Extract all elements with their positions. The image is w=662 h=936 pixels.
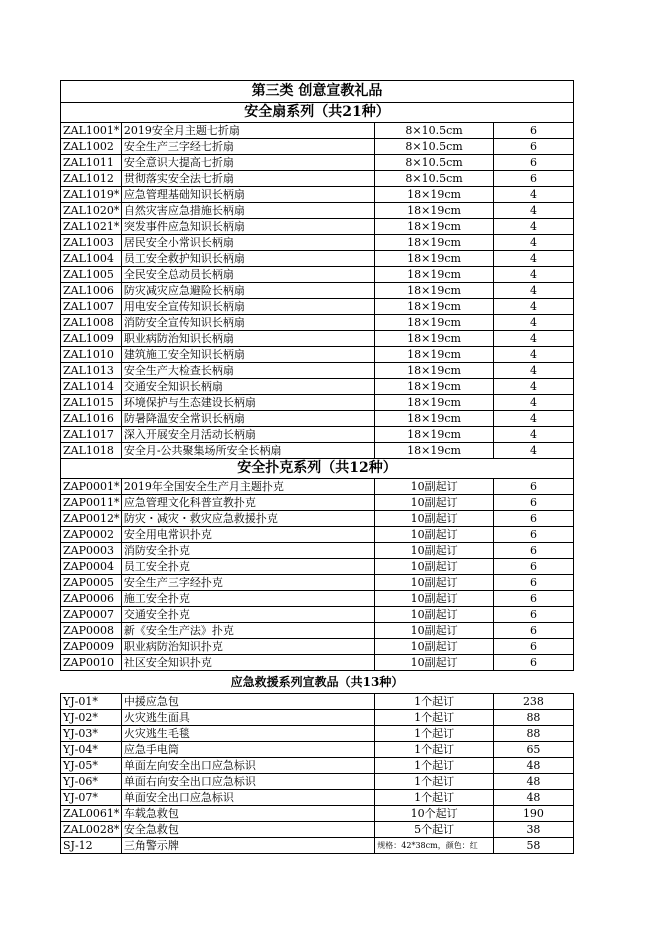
item-qty-cell: 4	[493, 379, 573, 395]
table-row	[61, 559, 574, 575]
item-name-cell: 单面右向安全出口应急标识	[121, 774, 374, 790]
table-row	[61, 591, 574, 607]
table-row	[61, 363, 574, 379]
item-spec-cell: 18×19cm	[375, 251, 494, 267]
item-code-cell: ZAL1021*	[61, 219, 122, 235]
item-name-cell: 新《安全生产法》扑克	[121, 623, 374, 639]
item-qty-cell: 38	[493, 822, 573, 838]
item-spec-cell: 1个起订	[375, 758, 494, 774]
table-row	[61, 395, 574, 411]
item-qty-cell: 4	[493, 411, 573, 427]
item-qty-cell: 4	[493, 331, 573, 347]
item-spec-cell: 1个起订	[375, 742, 494, 758]
item-code-cell: ZAL1014	[61, 379, 122, 395]
item-spec-cell: 18×19cm	[375, 427, 494, 443]
item-name-cell: 突发事件应急知识长柄扇	[121, 219, 374, 235]
table-row	[61, 283, 574, 299]
item-name-cell: 2019年全国安全生产月主题扑克	[121, 479, 374, 495]
item-qty-cell: 4	[493, 363, 573, 379]
item-name-cell: 建筑施工安全知识长柄扇	[121, 347, 374, 363]
catalog-table-emergency	[60, 693, 574, 854]
item-qty-cell: 4	[493, 203, 573, 219]
item-code-cell: ZAL1016	[61, 411, 122, 427]
item-qty-cell: 6	[493, 495, 573, 511]
item-qty-cell: 4	[493, 395, 573, 411]
item-name-cell: 车载急救包	[121, 806, 374, 822]
item-code-cell: ZAP0002	[61, 527, 122, 543]
section-heading-row	[61, 459, 574, 479]
item-name-cell: 环境保护与生态建设长柄扇	[121, 395, 374, 411]
item-code-cell: ZAP0009	[61, 639, 122, 655]
item-spec-cell: 1个起订	[375, 726, 494, 742]
item-qty-cell: 4	[493, 347, 573, 363]
item-code-cell: SJ-12	[61, 838, 122, 854]
table-row	[61, 806, 574, 822]
item-qty-cell: 4	[493, 283, 573, 299]
section-heading: 安全扑克系列（共12种）	[61, 459, 574, 479]
item-code-cell: ZAL1006	[61, 283, 122, 299]
item-spec-cell: 5个起订	[375, 822, 494, 838]
table-row	[61, 639, 574, 655]
item-code-cell: ZAL1020*	[61, 203, 122, 219]
item-name-cell: 2019安全月主题七折扇	[121, 123, 374, 139]
table-row	[61, 411, 574, 427]
item-qty-cell: 4	[493, 315, 573, 331]
item-name-cell: 职业病防治知识扑克	[121, 639, 374, 655]
item-code-cell: ZAL1011	[61, 155, 122, 171]
item-spec-cell: 10副起订	[375, 495, 494, 511]
item-name-cell: 应急手电筒	[121, 742, 374, 758]
item-spec-cell: 10个起订	[375, 806, 494, 822]
table-row	[61, 726, 574, 742]
item-qty-cell: 6	[493, 479, 573, 495]
table-row	[61, 427, 574, 443]
table-row	[61, 607, 574, 623]
item-name-cell: 用电安全宣传知识长柄扇	[121, 299, 374, 315]
item-name-cell: 员工安全扑克	[121, 559, 374, 575]
item-code-cell: ZAP0012*	[61, 511, 122, 527]
item-name-cell: 施工安全扑克	[121, 591, 374, 607]
item-code-cell: ZAP0006	[61, 591, 122, 607]
item-name-cell: 交通安全扑克	[121, 607, 374, 623]
table-row	[61, 331, 574, 347]
item-qty-cell: 6	[493, 543, 573, 559]
item-name-cell: 火灾逃生面具	[121, 710, 374, 726]
item-code-cell: ZAL1001*	[61, 123, 122, 139]
item-code-cell: ZAL1008	[61, 315, 122, 331]
table-row	[61, 623, 574, 639]
item-code-cell: ZAL1005	[61, 267, 122, 283]
item-name-cell: 深入开展安全月活动长柄扇	[121, 427, 374, 443]
item-spec-cell: 18×19cm	[375, 411, 494, 427]
item-qty-cell: 238	[493, 694, 573, 710]
table-row	[61, 235, 574, 251]
item-name-cell: 消防安全扑克	[121, 543, 374, 559]
table-row	[61, 790, 574, 806]
item-name-cell: 交通安全知识长柄扇	[121, 379, 374, 395]
item-name-cell: 安全急救包	[121, 822, 374, 838]
item-name-cell: 居民安全小常识长柄扇	[121, 235, 374, 251]
item-name-cell: 职业病防治知识长柄扇	[121, 331, 374, 347]
item-spec-cell: 10副起订	[375, 527, 494, 543]
item-spec-cell: 1个起订	[375, 774, 494, 790]
table-row	[61, 655, 574, 671]
item-spec-cell: 10副起订	[375, 511, 494, 527]
item-name-cell: 单面左向安全出口应急标识	[121, 758, 374, 774]
item-spec-cell: 8×10.5cm	[375, 139, 494, 155]
item-name-cell: 安全用电常识扑克	[121, 527, 374, 543]
item-spec-cell: 18×19cm	[375, 187, 494, 203]
item-code-cell: YJ-01*	[61, 694, 122, 710]
item-code-cell: ZAP0001*	[61, 479, 122, 495]
section-heading: 安全扇系列（共21种）	[61, 103, 574, 123]
table-row	[61, 479, 574, 495]
table-row	[61, 443, 574, 459]
item-qty-cell: 88	[493, 710, 573, 726]
item-spec-cell: 18×19cm	[375, 203, 494, 219]
table-row	[61, 710, 574, 726]
item-code-cell: ZAL1009	[61, 331, 122, 347]
item-name-cell: 三角警示牌	[121, 838, 374, 854]
item-spec-cell: 10副起订	[375, 655, 494, 671]
item-qty-cell: 4	[493, 251, 573, 267]
item-spec-cell: 18×19cm	[375, 347, 494, 363]
item-code-cell: YJ-05*	[61, 758, 122, 774]
item-qty-cell: 48	[493, 774, 573, 790]
title-row	[61, 81, 574, 103]
item-name-cell: 安全意识大提高七折扇	[121, 155, 374, 171]
item-code-cell: ZAL1019*	[61, 187, 122, 203]
item-qty-cell: 6	[493, 591, 573, 607]
item-spec-cell: 18×19cm	[375, 235, 494, 251]
item-qty-cell: 48	[493, 758, 573, 774]
item-spec-cell: 规格：42*38cm，颜色：红	[375, 838, 494, 854]
item-code-cell: YJ-06*	[61, 774, 122, 790]
item-qty-cell: 6	[493, 171, 573, 187]
item-code-cell: ZAL1010	[61, 347, 122, 363]
item-code-cell: ZAP0011*	[61, 495, 122, 511]
item-code-cell: ZAL1017	[61, 427, 122, 443]
table-row	[61, 203, 574, 219]
item-qty-cell: 190	[493, 806, 573, 822]
page-title: 第三类 创意宣教礼品	[61, 81, 574, 103]
table-row	[61, 123, 574, 139]
item-qty-cell: 6	[493, 607, 573, 623]
item-code-cell: ZAL1015	[61, 395, 122, 411]
item-qty-cell: 4	[493, 427, 573, 443]
table-row	[61, 511, 574, 527]
catalog-sheet	[60, 80, 574, 854]
item-name-cell: 防暑降温安全常识长柄扇	[121, 411, 374, 427]
table-row	[61, 527, 574, 543]
section-heading-row	[61, 103, 574, 123]
item-qty-cell: 6	[493, 623, 573, 639]
item-spec-cell: 1个起订	[375, 710, 494, 726]
item-spec-cell: 18×19cm	[375, 363, 494, 379]
item-qty-cell: 6	[493, 139, 573, 155]
table-row	[61, 575, 574, 591]
item-spec-cell: 18×19cm	[375, 395, 494, 411]
item-qty-cell: 6	[493, 559, 573, 575]
item-qty-cell: 48	[493, 790, 573, 806]
table-row	[61, 379, 574, 395]
item-code-cell: ZAP0005	[61, 575, 122, 591]
item-code-cell: ZAL1002	[61, 139, 122, 155]
item-qty-cell: 4	[493, 443, 573, 459]
item-spec-cell: 18×19cm	[375, 331, 494, 347]
item-name-cell: 应急管理基础知识长柄扇	[121, 187, 374, 203]
item-code-cell: ZAP0003	[61, 543, 122, 559]
item-name-cell: 安全生产三字经扑克	[121, 575, 374, 591]
item-name-cell: 全民安全总动员长柄扇	[121, 267, 374, 283]
item-qty-cell: 4	[493, 235, 573, 251]
item-name-cell: 中援应急包	[121, 694, 374, 710]
item-name-cell: 防灾・减灾・救灾应急救援扑克	[121, 511, 374, 527]
item-qty-cell: 4	[493, 299, 573, 315]
item-spec-cell: 10副起订	[375, 479, 494, 495]
table-row	[61, 139, 574, 155]
item-qty-cell: 65	[493, 742, 573, 758]
item-code-cell: ZAP0007	[61, 607, 122, 623]
item-spec-cell: 18×19cm	[375, 299, 494, 315]
item-name-cell: 火灾逃生毛毯	[121, 726, 374, 742]
table-row	[61, 495, 574, 511]
item-code-cell: YJ-07*	[61, 790, 122, 806]
table-row	[61, 822, 574, 838]
item-qty-cell: 6	[493, 655, 573, 671]
item-code-cell: ZAL1012	[61, 171, 122, 187]
table-row	[61, 267, 574, 283]
table-row	[61, 774, 574, 790]
item-name-cell: 自然灾害应急措施长柄扇	[121, 203, 374, 219]
item-qty-cell: 6	[493, 511, 573, 527]
item-spec-cell: 18×19cm	[375, 219, 494, 235]
item-spec-cell: 18×19cm	[375, 283, 494, 299]
item-code-cell: YJ-03*	[61, 726, 122, 742]
item-name-cell: 安全月-公共聚集场所安全长柄扇	[121, 443, 374, 459]
item-qty-cell: 6	[493, 639, 573, 655]
item-code-cell: ZAL1013	[61, 363, 122, 379]
item-spec-cell: 1个起订	[375, 790, 494, 806]
table-row	[61, 838, 574, 854]
section-heading-emergency: 应急救援系列宣教品（共13种）	[230, 675, 404, 689]
item-code-cell: ZAP0004	[61, 559, 122, 575]
item-qty-cell: 6	[493, 575, 573, 591]
table-row	[61, 187, 574, 203]
table-row	[61, 299, 574, 315]
item-code-cell: ZAL1007	[61, 299, 122, 315]
item-spec-cell: 18×19cm	[375, 443, 494, 459]
item-code-cell: ZAP0010	[61, 655, 122, 671]
item-spec-cell: 10副起订	[375, 607, 494, 623]
table-row	[61, 315, 574, 331]
item-qty-cell: 4	[493, 187, 573, 203]
item-name-cell: 员工安全救护知识长柄扇	[121, 251, 374, 267]
item-spec-cell: 10副起订	[375, 639, 494, 655]
item-spec-cell: 10副起订	[375, 591, 494, 607]
item-qty-cell: 6	[493, 155, 573, 171]
table-row	[61, 219, 574, 235]
item-qty-cell: 6	[493, 527, 573, 543]
item-spec-cell: 8×10.5cm	[375, 123, 494, 139]
item-qty-cell: 88	[493, 726, 573, 742]
item-code-cell: YJ-04*	[61, 742, 122, 758]
item-spec-cell: 18×19cm	[375, 379, 494, 395]
item-spec-cell: 1个起订	[375, 694, 494, 710]
item-code-cell: ZAL1004	[61, 251, 122, 267]
item-name-cell: 贯彻落实安全法七折扇	[121, 171, 374, 187]
item-qty-cell: 4	[493, 219, 573, 235]
item-name-cell: 单面安全出口应急标识	[121, 790, 374, 806]
item-name-cell: 社区安全知识扑克	[121, 655, 374, 671]
item-qty-cell: 4	[493, 267, 573, 283]
table-row	[61, 251, 574, 267]
table-row	[61, 742, 574, 758]
item-name-cell: 安全生产大检查长柄扇	[121, 363, 374, 379]
item-spec-cell: 10副起订	[375, 623, 494, 639]
item-spec-cell: 18×19cm	[375, 315, 494, 331]
item-code-cell: ZAL0061*	[61, 806, 122, 822]
item-name-cell: 防灾减灾应急避险长柄扇	[121, 283, 374, 299]
table-row	[61, 543, 574, 559]
item-code-cell: YJ-02*	[61, 710, 122, 726]
table-row	[61, 347, 574, 363]
item-spec-cell: 18×19cm	[375, 267, 494, 283]
item-spec-cell: 8×10.5cm	[375, 171, 494, 187]
item-code-cell: ZAL1018	[61, 443, 122, 459]
item-spec-cell: 10副起订	[375, 543, 494, 559]
catalog-table-fans	[60, 80, 574, 671]
table-row	[61, 155, 574, 171]
table-row	[61, 758, 574, 774]
item-code-cell: ZAP0008	[61, 623, 122, 639]
item-spec-cell: 10副起订	[375, 575, 494, 591]
item-name-cell: 安全生产三字经七折扇	[121, 139, 374, 155]
item-code-cell: ZAL1003	[61, 235, 122, 251]
item-spec-cell: 10副起订	[375, 559, 494, 575]
item-name-cell: 消防安全宣传知识长柄扇	[121, 315, 374, 331]
item-name-cell: 应急管理文化科普宣教扑克	[121, 495, 374, 511]
item-code-cell: ZAL0028*	[61, 822, 122, 838]
item-qty-cell: 6	[493, 123, 573, 139]
table-row	[61, 171, 574, 187]
item-spec-cell: 8×10.5cm	[375, 155, 494, 171]
item-qty-cell: 58	[493, 838, 573, 854]
table-row	[61, 694, 574, 710]
